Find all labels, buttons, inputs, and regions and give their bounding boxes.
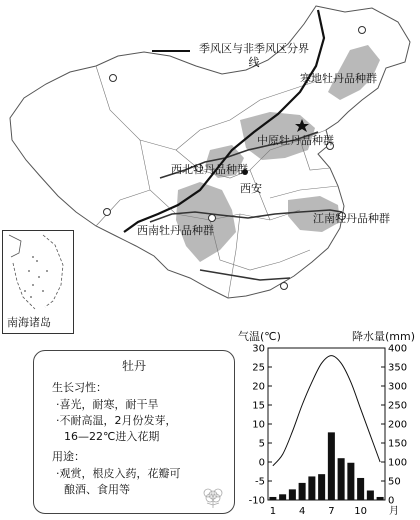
use-item: ·观赏，根皮入药，花瓣可 (56, 467, 181, 480)
left-axis-title: 气温(℃) (238, 330, 281, 343)
temp-tick-label: 15 (252, 400, 265, 412)
precip-bar (289, 489, 296, 500)
city-circle (209, 215, 216, 222)
temp-tick-label: 20 (252, 381, 265, 393)
inset-map (3, 231, 73, 315)
city-circle (110, 75, 117, 82)
temp-tick-label: 30 (252, 343, 265, 355)
temperature-curve (273, 356, 380, 466)
precip-bar (308, 476, 315, 500)
label-hanjin: 寒地牡丹品种群 (300, 72, 377, 85)
month-tick-label: 7 (328, 506, 335, 517)
month-tick-label: 1 (269, 506, 277, 517)
south-china-sea-inset (2, 230, 74, 334)
precip-bar (318, 474, 325, 500)
city-circle (359, 27, 366, 34)
use-item: 酿酒、食用等 (64, 483, 130, 496)
precip-tick-label: 200 (388, 419, 408, 431)
precip-tick-label: 400 (388, 343, 408, 355)
precip-bar (377, 497, 384, 500)
precip-tick-label: 0 (388, 495, 395, 507)
habit-heading: 生长习性： (52, 381, 107, 394)
plot-frame (268, 348, 385, 500)
precip-tick-label: 50 (388, 476, 401, 488)
precip-bar (328, 432, 335, 500)
legend-label: 季风区与非季风区分界线 (199, 42, 309, 69)
precip-bar (269, 497, 276, 500)
peony-info-box (33, 350, 235, 514)
precip-bar (338, 458, 345, 500)
month-unit-label: 月 (389, 506, 399, 517)
climate-chart (235, 325, 420, 520)
precip-bar (347, 463, 354, 500)
temp-tick-label: -10 (248, 495, 265, 507)
temp-tick-label: 25 (252, 362, 265, 374)
temp-tick-label: -5 (255, 476, 265, 488)
precip-bar (279, 494, 286, 500)
temp-tick-label: 5 (258, 438, 265, 450)
label-xibei: 西北牡丹品种群 (171, 163, 248, 176)
habit-item: 16—22℃进入花期 (64, 430, 160, 443)
precip-bar (357, 478, 364, 500)
use-heading: 用途： (52, 450, 85, 463)
precip-bar (367, 491, 374, 501)
right-axis-title: 降水量(mm) (352, 330, 416, 343)
month-tick-label: 10 (354, 506, 367, 517)
legend-line-sample (152, 50, 190, 52)
habit-item: ·喜光，耐寒，耐干旱 (56, 398, 159, 411)
label-nanhai: 南海诸岛 (7, 316, 51, 329)
temp-tick-label: 0 (258, 457, 265, 469)
precip-tick-label: 350 (388, 362, 408, 374)
city-circle (281, 283, 288, 290)
precip-tick-label: 250 (388, 400, 408, 412)
info-title: 牡丹 (121, 359, 146, 373)
precip-tick-label: 300 (388, 381, 408, 393)
label-xian: 西安 (240, 182, 262, 195)
precip-tick-label: 100 (388, 457, 408, 469)
region-xinan-shade (176, 182, 236, 262)
province-boundaries (96, 66, 338, 298)
label-xinan: 西南牡丹品种群 (137, 224, 214, 237)
month-tick-label: 4 (298, 506, 306, 517)
temp-tick-label: 10 (252, 419, 265, 431)
peony-flower-icon (198, 483, 228, 509)
label-zhongyuan: 中原牡丹品种群 (257, 134, 334, 147)
habit-item: ·不耐高温，2月份发芽， (56, 414, 177, 427)
label-jiangnan: 江南牡丹品种群 (313, 212, 390, 225)
city-circle (104, 209, 111, 216)
pearl-river (200, 270, 290, 280)
precip-bar (299, 483, 306, 500)
precip-tick-label: 150 (388, 438, 408, 450)
